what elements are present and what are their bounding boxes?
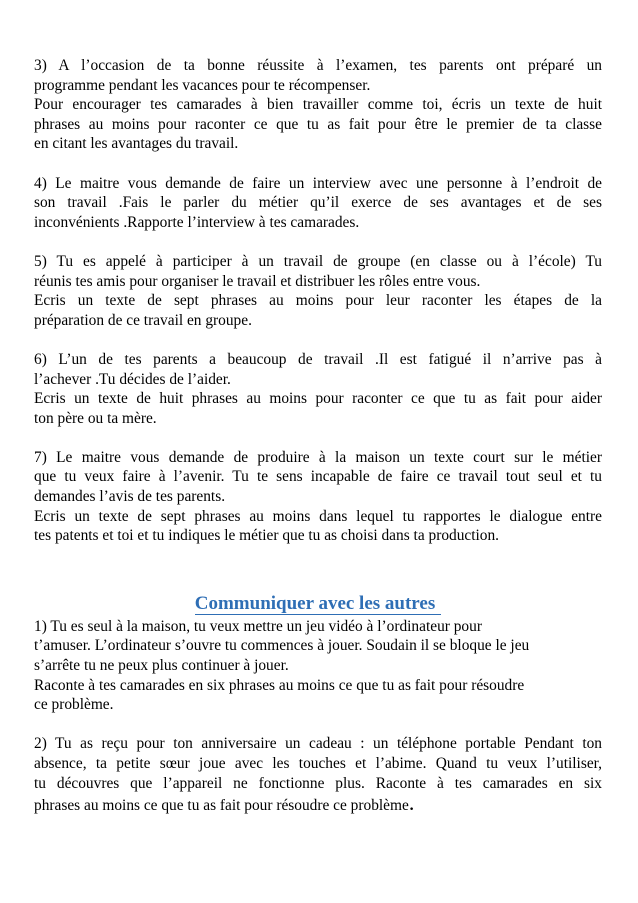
exercise-4-line-1: 4) Le maitre vous demande de faire un interview avec une personne à l’endroit de [34,174,602,192]
exercise-3-line-1: 3) A l’occasion de ta bonne réussite à l’examen, tes parents ont préparé un [34,57,602,74]
communication-exercise-1-line-3: s’arrête tu ne peux plus continuer à jouer. [34,657,289,675]
exercise-7-line-1: 7) Le maitre vous demande de produire à la maison un texte court sur le métier [34,448,602,466]
exercise-4 [34,174,602,233]
exercise-6-line-4: ton père ou ta mère. [34,409,157,427]
communication-exercise-1-line-2: t’amuser. L’ordinateur s’ouvre tu commences à jouer. Soudain il se bloque le jeu [34,637,530,655]
exercise-6-line-2: l’achever .Tu décides de l’aider. [34,370,231,388]
exercise-3-line-4: phrases au moins pour raconter ce que tu as fait pour être le premier de ta classe [34,115,602,133]
communication-exercise-1-line-5: ce problème. [34,696,114,714]
exercise-5-line-4: préparation de ce travail en groupe. [34,311,252,329]
exercise-5 [34,252,602,330]
exercise-3 [34,56,602,154]
exercise-3-line-3: Pour encourager tes camarades à bien travailler comme toi, écris un texte de huit [34,96,602,114]
exercise-4-line-3: inconvénients .Rapporte l’interview à tes camarades. [34,213,360,231]
communication-exercise-1-line-4: Raconte à tes camarades en six phrases au moins ce que tu as fait pour résoudre [34,676,525,694]
exercise-5-line-1: 5) Tu es appelé à participer à un travail de groupe (en classe ou à l’école) Tu [34,252,602,270]
section-title [34,593,602,615]
communication-exercise-2-line-2: absence, ta petite sœur joue avec les touches et l’abime. Quand tu veux l’utiliser, [34,755,602,772]
exercise-6-line-3: Ecris un texte de huit phrases au moins pour raconter ce que tu as fait pour aider [34,390,602,408]
exercise-7 [34,448,602,546]
exercise-5-line-2: réunis tes amis pour organiser le travail et distribuer les rôles entre vous. [34,272,481,290]
communication-exercise-2 [34,734,602,815]
exercise-3-line-2: programme pendant les vacances pour te récompenser. [34,76,371,94]
section-title-text: Communiquer avec les autres [195,593,441,615]
document-page [34,56,602,816]
exercise-7-line-3: demandes l’avis de tes parents. [34,488,226,506]
communication-exercise-2-line-4 [34,790,602,816]
exercise-7-line-2: que tu veux faire à l’avenir. Tu te sens incapable de faire ce travail tout seul et tu [34,468,602,486]
communication-exercise-2-line-3: tu découvres que l’appareil ne fonctionne plus. Raconte à tes camarades en six [34,774,602,792]
exercise-7-line-4: Ecris un texte de sept phrases au moins dans lequel tu rapportes le dialogue entre [34,507,602,525]
exercise-4-line-2: son travail .Fais le parler du métier qu’il exerce de ses avantages et de ses [34,194,602,212]
communication-exercise-2-line-4-text: phrases au moins ce que tu as fait pour résoudre ce problème [34,797,409,815]
communication-exercise-1 [34,617,602,715]
exercise-7-line-5: tes patents et toi et tu indiques le métier que tu as choisi dans ta production. [34,527,500,545]
exercise-6-line-1: 6) L’un de tes parents a beaucoup de travail .Il est fatigué il n’arrive pas à [34,350,602,368]
communication-exercise-2-line-1: 2) Tu as reçu pour ton anniversaire un cadeau : un téléphone portable Pendant ton [34,735,602,753]
exercise-5-line-3: Ecris un texte de sept phrases au moins pour leur raconter les étapes de la [34,292,602,310]
exercise-3-line-5: en citant les avantages du travail. [34,135,239,153]
final-period: . [408,790,415,816]
communication-exercise-1-line-1: 1) Tu es seul à la maison, tu veux mettre un jeu vidéo à l’ordinateur pour [34,617,482,635]
exercise-6 [34,350,602,428]
